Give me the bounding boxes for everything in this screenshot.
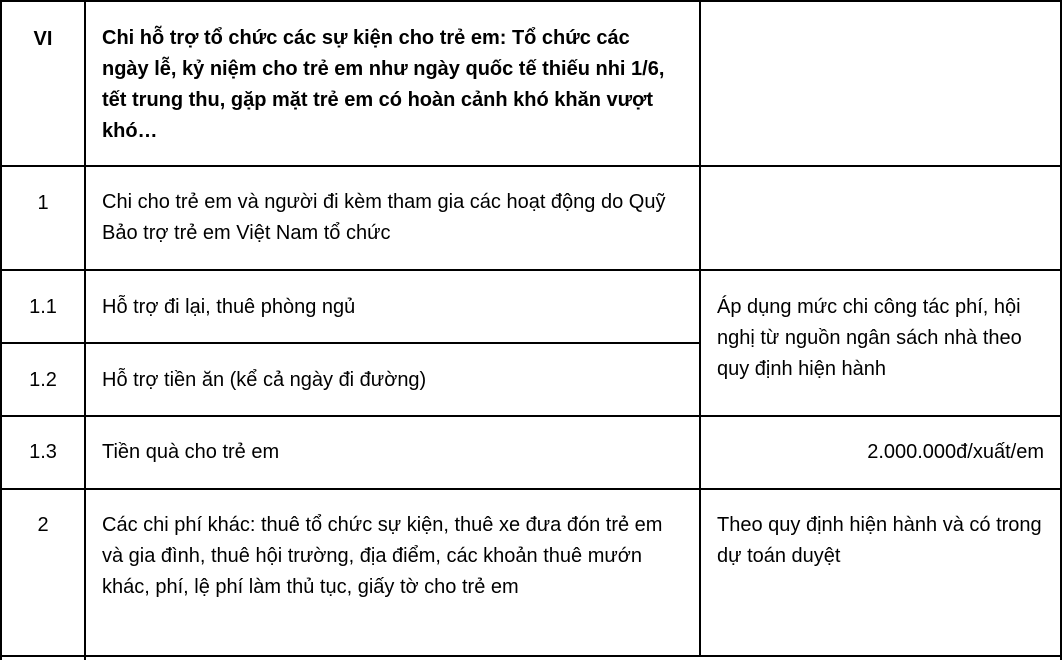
row-border (0, 0, 1062, 2)
row-border (0, 655, 1062, 657)
row-content: Chi cho trẻ em và người đi kèm tham gia các hoạt động do Quỹ Bảo trợ trẻ em Việt Nam tổ chức (102, 191, 666, 244)
column-border (84, 0, 86, 660)
row-border (0, 165, 1062, 167)
row-number: 1.1 (29, 296, 57, 318)
row-border (0, 269, 1062, 271)
row-border (0, 488, 1062, 490)
row-border (0, 342, 700, 344)
row-content: Các chi phí khác: thuê tổ chức sự kiện, thuê xe đưa đón trẻ em và gia đình, thuê hội trường, địa điểm, các khoản thuê mướn khác, phí, lệ phí làm thủ tục, giấy tờ cho trẻ em (102, 514, 663, 598)
row-border (0, 415, 1062, 417)
row-number: 1.3 (29, 441, 57, 463)
row-content: Tiền quà cho trẻ em (102, 441, 280, 463)
row-rate: 2.000.000đ/xuất/em (867, 441, 1044, 463)
column-border (0, 0, 2, 660)
row-number: 1 (37, 192, 49, 214)
row-content: Chi hỗ trợ tổ chức các sự kiện cho trẻ em: Tổ chức các ngày lễ, kỷ niệm cho trẻ em như ngày quốc tế thiếu nhi 1/6, tết trung thu, gặp mặt trẻ em có hoàn cảnh khó khăn vượt khó… (102, 27, 665, 142)
row-number: 2 (37, 514, 49, 536)
row-rate: Áp dụng mức chi công tác phí, hội nghị từ nguồn ngân sách nhà theo quy định hiện hành (717, 296, 1022, 380)
row-content: Hỗ trợ đi lại, thuê phòng ngủ (102, 296, 356, 318)
row-content: Hỗ trợ tiền ăn (kể cả ngày đi đường) (102, 369, 427, 391)
row-number: VI (33, 28, 53, 50)
row-number: 1.2 (29, 369, 57, 391)
row-rate: Theo quy định hiện hành và có trong dự toán duyệt (717, 514, 1042, 567)
column-border (699, 0, 701, 655)
